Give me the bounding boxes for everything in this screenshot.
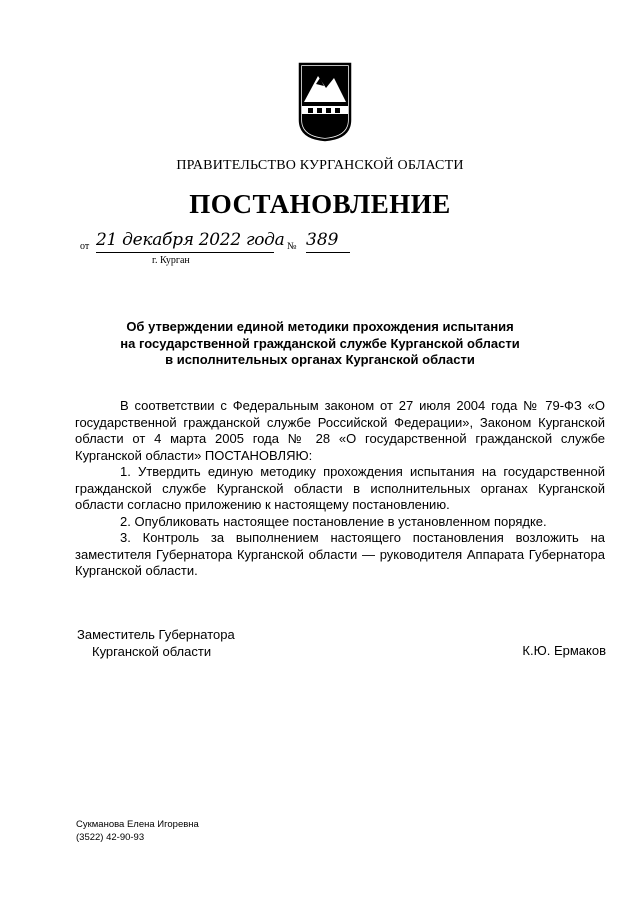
document-body	[75, 398, 605, 580]
preamble-paragraph: В соответствии с Федеральным законом от 27 июля 2004 года № 79-ФЗ «О государственной гражданской службе Российской Федерации», Законом Курганской области от 4 марта 2005 года № 28 «О государственной гражданской службе Курганской области» ПОСТАНОВЛЯЮ:	[75, 398, 605, 463]
title-line: в исполнительных органах Курганской области	[165, 352, 475, 367]
signatory-position-line: Заместитель Губернатора	[77, 627, 235, 642]
executor-phone: (3522) 42-90-93	[76, 832, 145, 843]
date-from-label: от	[80, 241, 90, 252]
dateline	[80, 230, 380, 270]
handwritten-number: 389	[306, 230, 350, 253]
executor-info	[76, 818, 199, 844]
signatory-name: К.Ю. Ермаков	[522, 643, 606, 658]
number-label: №	[287, 241, 297, 252]
handwritten-date: 21 декабря 2022 года	[96, 230, 274, 253]
executor-name: Сукманова Елена Игоревна	[76, 819, 199, 830]
item-2-paragraph: 2. Опубликовать настоящее постановление в установленном порядке.	[120, 513, 547, 529]
signatory-position-line: Курганской области	[92, 644, 212, 659]
government-name: ПРАВИТЕЛЬСТВО КУРГАНСКОЙ ОБЛАСТИ	[176, 158, 464, 173]
title-line: Об утверждении единой методики прохождения испытания	[126, 319, 514, 334]
document-type: ПОСТАНОВЛЕНИЕ	[189, 189, 451, 219]
signatory-position	[77, 626, 235, 660]
kurgan-coat-of-arms-icon	[298, 62, 352, 142]
document-title	[60, 319, 580, 369]
city-label: г. Курган	[152, 255, 190, 266]
item-3-paragraph: 3. Контроль за выполнением настоящего постановления возложить на заместителя Губернатора Курганской области — руководителя Аппарата Губернатора Курганской области.	[75, 530, 605, 578]
title-line: на государственной гражданской службе Курганской области	[120, 335, 520, 351]
item-1-paragraph: 1. Утвердить единую методику прохождения испытания на государственной гражданской службе Курганской области в исполнительных органах Курганской области согласно приложению к настоящему постановлению.	[75, 464, 605, 512]
